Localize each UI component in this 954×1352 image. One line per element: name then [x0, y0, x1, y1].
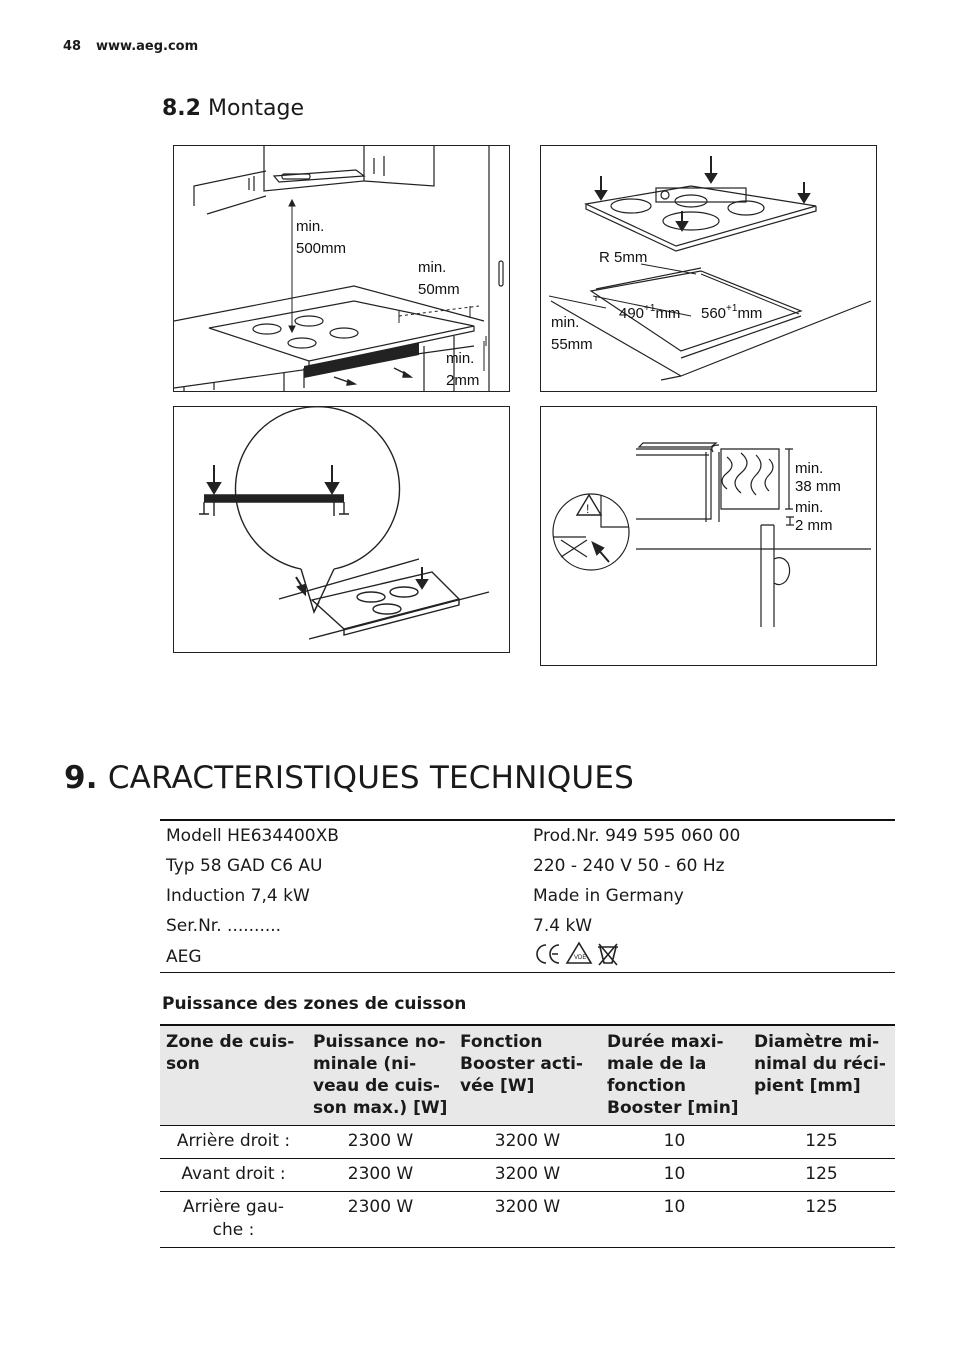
header-line: Booster acti- [460, 1054, 583, 1074]
header-line: pient [mm] [754, 1076, 861, 1096]
booster-cell: 3200 W [454, 1159, 601, 1192]
section-title: Montage [207, 96, 304, 121]
svg-text:VDE: VDE [574, 955, 587, 961]
header-booster-duration [601, 1025, 748, 1126]
duration-cell: 10 [601, 1159, 748, 1192]
section-9-title: CARACTERISTIQUES TECHNIQUES [107, 760, 634, 796]
header-line: son max.) [W] [313, 1098, 448, 1118]
dim-label-38-line1: min. [795, 460, 824, 477]
certification-marks-cell [527, 941, 895, 973]
section-9-number: 9. [64, 760, 98, 796]
table-row [160, 1126, 895, 1159]
header-booster [454, 1025, 601, 1126]
spec-cell: Made in Germany [533, 886, 684, 906]
clearance-drawing [174, 146, 509, 391]
dim-label-50-line1: min. [418, 259, 447, 276]
cutout-drawing [541, 146, 876, 391]
spec-table [160, 819, 895, 973]
svg-text:!: ! [586, 502, 590, 516]
section-8-2-heading [162, 96, 304, 121]
header-line: Booster [min] [607, 1098, 739, 1118]
dim-label-500-line2: 500mm [296, 240, 347, 257]
section-number: 8.2 [162, 96, 201, 121]
table-row [160, 911, 895, 941]
figure-worktop [540, 406, 877, 666]
section-9-heading [64, 760, 634, 796]
table-row [160, 1192, 895, 1248]
duration-cell: 10 [601, 1192, 748, 1248]
header-line: veau de cuis- [313, 1076, 440, 1096]
header-line: fonction [607, 1076, 686, 1096]
table-row [160, 941, 895, 973]
depth-unit: mm [737, 305, 763, 322]
width-tolerance: +1 [644, 303, 656, 314]
power-cell: 2300 W [307, 1159, 454, 1192]
spec-cell: Induction 7,4 kW [166, 886, 310, 906]
dim-label-50-line2: 50mm [418, 281, 460, 298]
spec-cell: Typ 58 GAD C6 AU [166, 856, 323, 876]
figure-cutout [540, 145, 877, 392]
dim-label-2mm-line1: min. [795, 499, 824, 516]
header-line: Durée maxi- [607, 1032, 724, 1052]
zone-cell: Arrière droit : [160, 1126, 307, 1159]
header-line: minale (ni- [313, 1054, 417, 1074]
zone-line: che : [212, 1220, 255, 1240]
depth-value: 560 [701, 305, 727, 322]
duration-cell: 10 [601, 1126, 748, 1159]
worktop-drawing [541, 407, 876, 665]
header-line: Zone de cuis- [166, 1032, 295, 1052]
power-cell: 2300 W [307, 1126, 454, 1159]
spec-cell: AEG [166, 946, 202, 967]
dim-label-500-line1: min. [296, 218, 325, 235]
figure-install-hob [173, 406, 510, 653]
zone-line: Arrière gau- [182, 1197, 285, 1217]
table-row [160, 881, 895, 911]
width-unit: mm [655, 305, 681, 322]
power-cell: 2300 W [307, 1192, 454, 1248]
radius-label: R 5mm [599, 249, 648, 266]
table-header-row [160, 1025, 895, 1126]
spec-cell: 220 - 240 V 50 - 60 Hz [533, 856, 725, 876]
diameter-cell: 125 [748, 1126, 895, 1159]
dim-label-2-line2: 2mm [446, 372, 480, 389]
booster-cell: 3200 W [454, 1126, 601, 1159]
width-value: 490 [619, 305, 645, 322]
dim-label-2-line1: min. [446, 350, 475, 367]
depth-dimension-label [701, 303, 762, 322]
table-row [160, 851, 895, 881]
header-nominal-power [307, 1025, 454, 1126]
header-line: son [166, 1054, 200, 1074]
spec-cell: 7.4 kW [533, 916, 593, 936]
diameter-cell: 125 [748, 1159, 895, 1192]
table-row [160, 1159, 895, 1192]
depth-tolerance: +1 [726, 303, 738, 314]
website-url[interactable]: www.aeg.com [96, 39, 199, 54]
zones-table-title: Puissance des zones de cuisson [162, 994, 467, 1014]
dim-label-2mm-line2: 2 mm [795, 517, 833, 534]
dim-label-55-line2: 55mm [551, 336, 593, 353]
zone-cell: Avant droit : [160, 1159, 307, 1192]
zones-table [160, 1024, 895, 1248]
spec-cell: Modell HE634400XB [166, 826, 339, 846]
table-row [160, 820, 895, 851]
header-zone [160, 1025, 307, 1126]
header-min-diameter [748, 1025, 895, 1126]
width-dimension-label [619, 303, 680, 322]
spec-cell: Ser.Nr. .......... [166, 916, 282, 936]
header-line: vée [W] [460, 1076, 535, 1096]
dim-label-55-line1: min. [551, 314, 580, 331]
certification-marks-icon [533, 941, 623, 967]
header-line: nimal du réci- [754, 1054, 886, 1074]
spec-cell: Prod.Nr. 949 595 060 00 [533, 826, 741, 846]
zone-cell [160, 1192, 307, 1248]
diameter-cell: 125 [748, 1192, 895, 1248]
install-drawing [174, 407, 509, 652]
dim-label-38-line2: 38 mm [795, 478, 841, 495]
booster-cell: 3200 W [454, 1192, 601, 1248]
page-number: 48 [63, 39, 82, 54]
header-line: Puissance no- [313, 1032, 446, 1052]
header-line: male de la [607, 1054, 707, 1074]
header-line: Diamètre mi- [754, 1032, 880, 1052]
header-line: Fonction [460, 1032, 543, 1052]
figure-clearance [173, 145, 510, 392]
